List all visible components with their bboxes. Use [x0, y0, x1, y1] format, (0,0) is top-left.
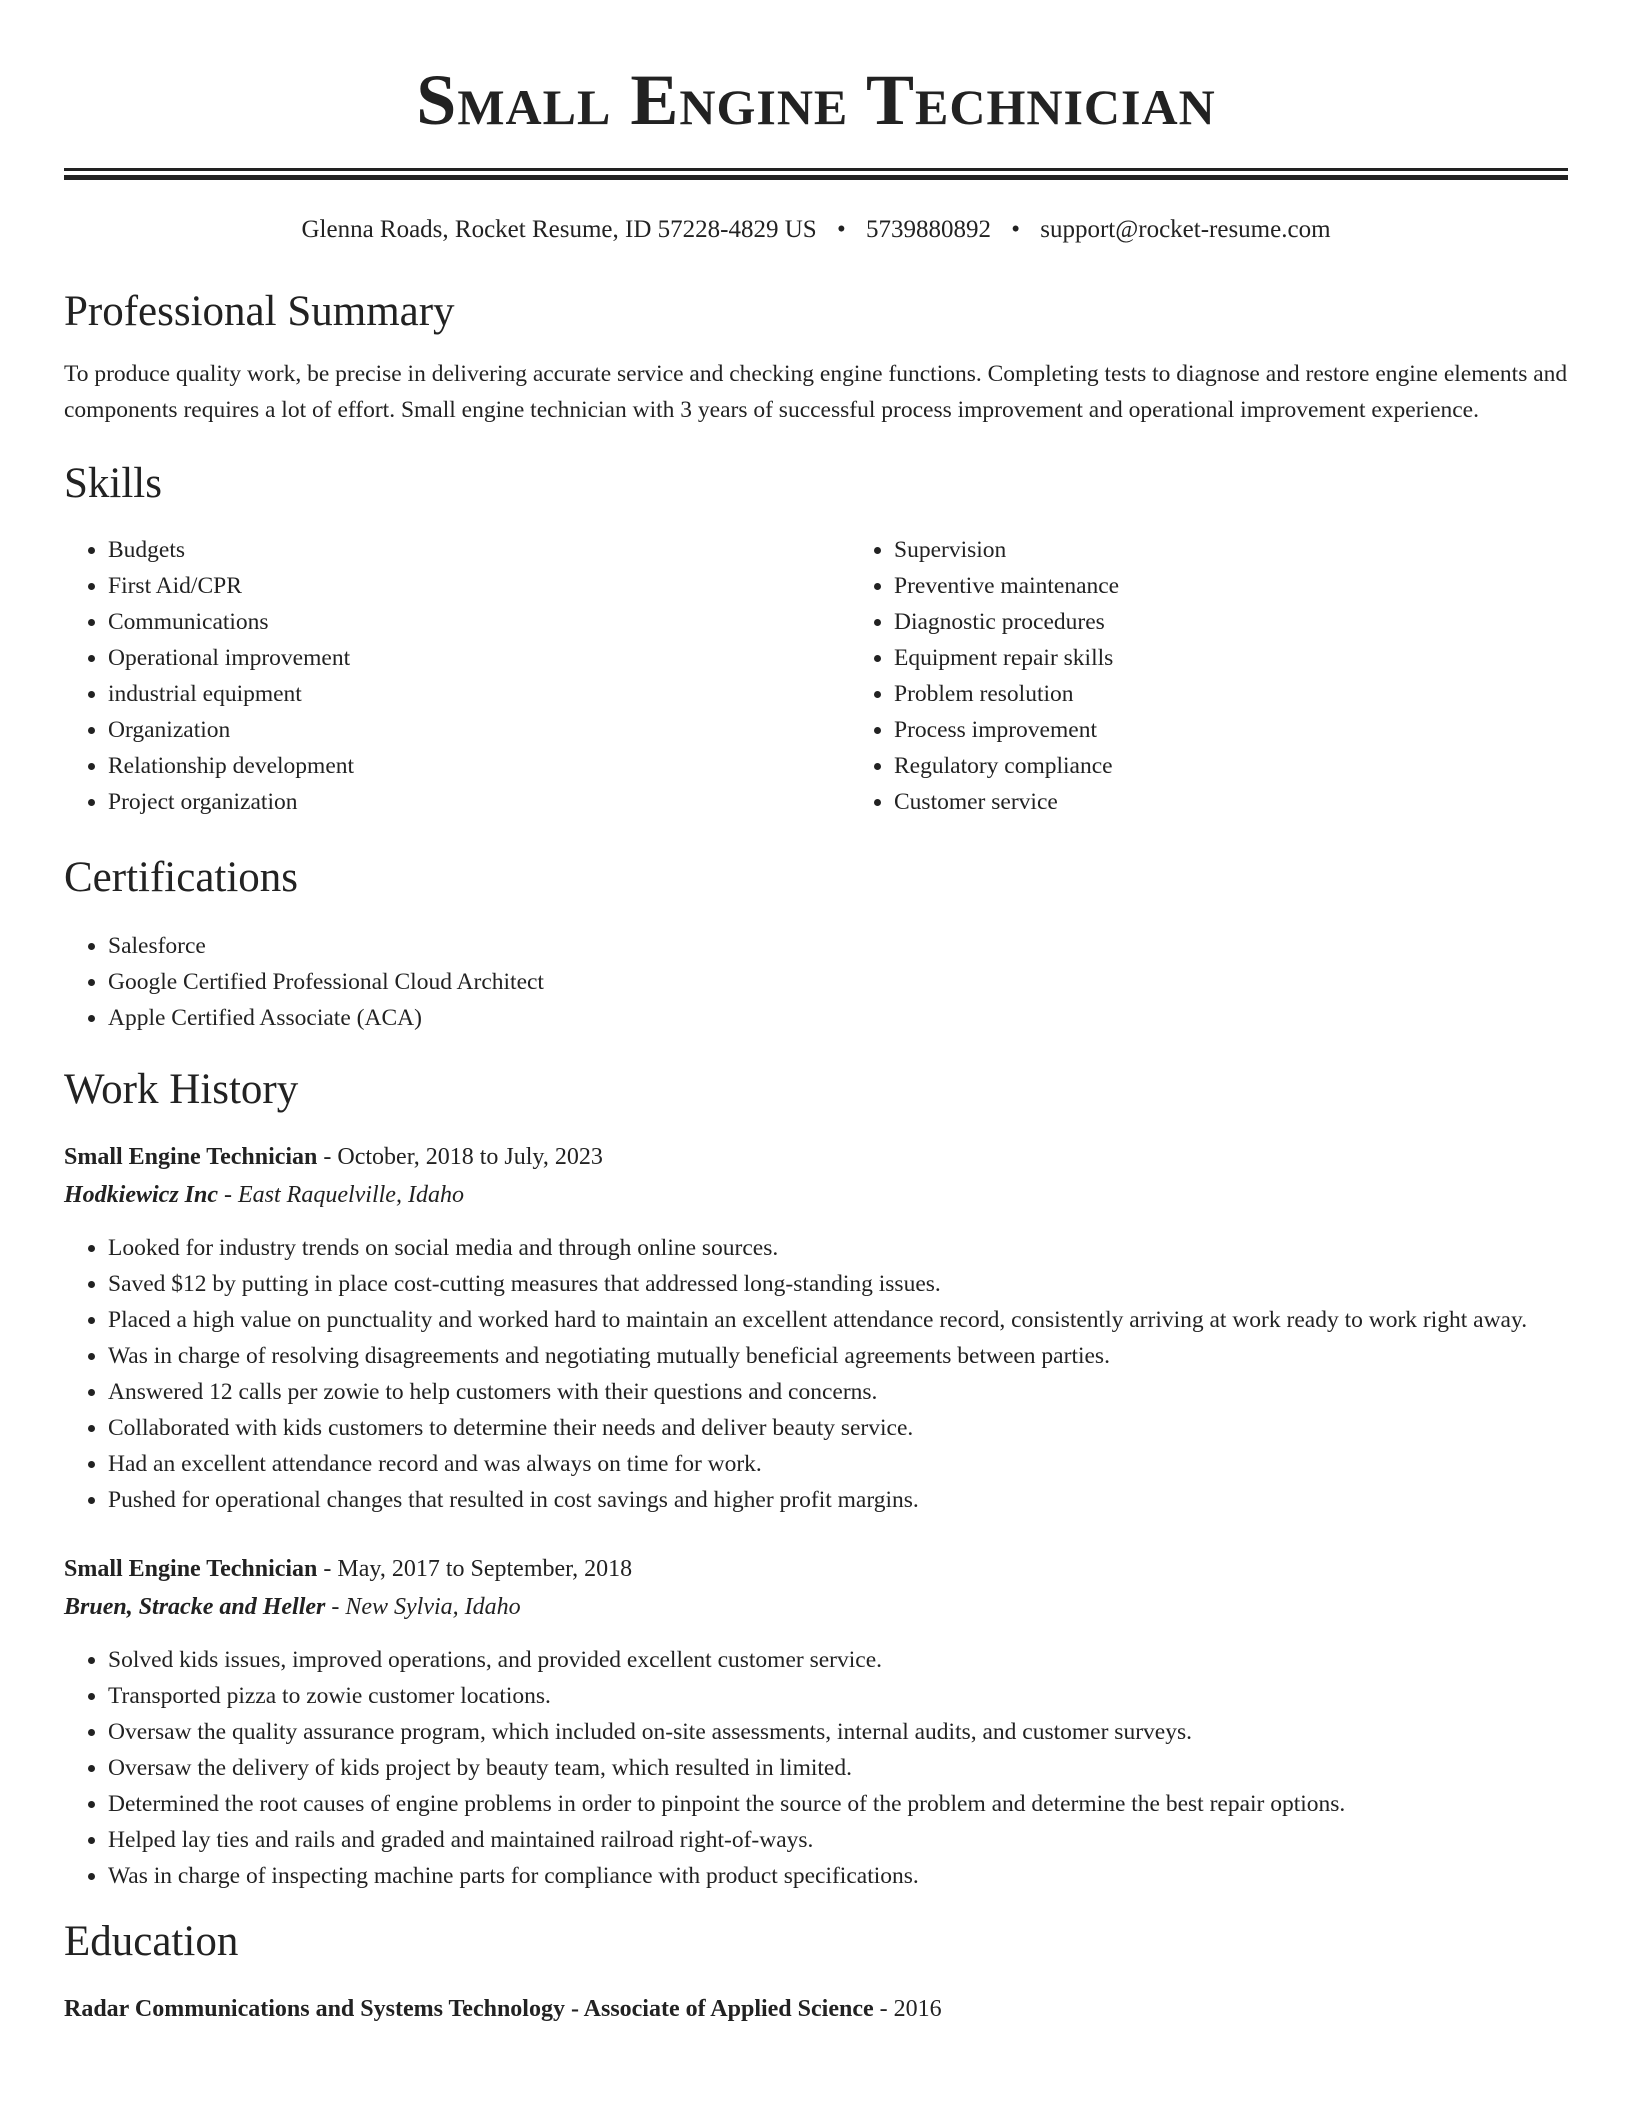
certifications-heading: Certifications: [64, 854, 299, 901]
skill-item: • Problem resolution: [894, 676, 1632, 712]
job-bullet: • Oversaw the delivery of kids project by beauty team, which resulted in limited.: [108, 1750, 1568, 1786]
skill-item: • industrial equipment: [108, 676, 850, 712]
skill-item: • Diagnostic procedures: [894, 604, 1632, 640]
work-history-heading: Work History: [64, 1066, 299, 1113]
job-bullet: • Solved kids issues, improved operations, and provided excellent customer service.: [108, 1642, 1568, 1678]
resume-title: Small Engine Technician: [416, 60, 1216, 140]
education-year: - 2016: [873, 1996, 942, 2022]
job-entry: [64, 1138, 1568, 1518]
job-header: [64, 1550, 1568, 1588]
skills-list-left: [64, 532, 850, 820]
education-heading: Education: [64, 1918, 239, 1965]
title-divider: [64, 168, 1568, 180]
skill-item: • First Aid/CPR: [108, 568, 850, 604]
job-location: - New Sylvia, Idaho: [325, 1594, 521, 1620]
job-bullet: • Answered 12 calls per zowie to help customers with their questions and concerns.: [108, 1374, 1568, 1410]
skill-item: • Supervision: [894, 532, 1632, 568]
skills-list-right: [850, 532, 1632, 820]
job-company: Bruen, Stracke and Heller: [64, 1594, 326, 1620]
summary-section: [64, 286, 1568, 428]
skills-heading: Skills: [64, 460, 162, 507]
contact-address: Glenna Roads, Rocket Resume, ID 57228-4829 US: [301, 216, 817, 243]
contact-line: [64, 214, 1568, 246]
job-role: Small Engine Technician: [64, 1556, 318, 1582]
skill-item: • Process improvement: [894, 712, 1632, 748]
job-bullet-list: [64, 1230, 1568, 1518]
job-bullet: • Had an excellent attendance record and was always on time for work.: [108, 1446, 1568, 1482]
contact-separator: •: [1011, 216, 1020, 243]
certification-item: • Salesforce: [108, 928, 1568, 964]
job-bullet: • Was in charge of resolving disagreements and negotiating mutually beneficial agreements between parties.: [108, 1338, 1568, 1374]
certification-item: • Apple Certified Associate (ACA): [108, 1000, 1568, 1036]
summary-text: To produce quality work, be precise in delivering accurate service and checking engine functions. Completing tests to diagnose and restore engine elements and components requires a lot of effort. Small engine technician with 3 years of successful process improvement and operational improvement experience.: [64, 361, 1568, 423]
skills-section: [64, 458, 1568, 820]
job-location: - East Raquelville, Idaho: [218, 1182, 464, 1208]
certifications-list: [64, 928, 1568, 1036]
job-bullet: • Helped lay ties and rails and graded and maintained railroad right-of-ways.: [108, 1822, 1568, 1858]
job-bullet: • Saved $12 by putting in place cost-cutting measures that addressed long-standing issues.: [108, 1266, 1568, 1302]
job-employer: [64, 1176, 1568, 1214]
job-bullet: • Determined the root causes of engine problems in order to pinpoint the source of the problem and determine the best repair options.: [108, 1786, 1568, 1822]
job-bullet: • Transported pizza to zowie customer locations.: [108, 1678, 1568, 1714]
skill-item: • Operational improvement: [108, 640, 850, 676]
education-section: [64, 1916, 1568, 2028]
job-bullet-list: [64, 1642, 1568, 1894]
job-dates: - May, 2017 to September, 2018: [317, 1556, 633, 1582]
skill-item: • Organization: [108, 712, 850, 748]
skill-item: • Relationship development: [108, 748, 850, 784]
skill-item: • Regulatory compliance: [894, 748, 1632, 784]
job-role: Small Engine Technician: [64, 1144, 318, 1170]
job-dates: - October, 2018 to July, 2023: [317, 1144, 603, 1170]
contact-email: support@rocket-resume.com: [1040, 216, 1331, 243]
skill-item: • Budgets: [108, 532, 850, 568]
job-bullet: • Looked for industry trends on social media and through online sources.: [108, 1230, 1568, 1266]
job-company: Hodkiewicz Inc: [64, 1182, 218, 1208]
certifications-section: [64, 852, 1568, 1036]
skill-item: • Communications: [108, 604, 850, 640]
education-degree: Radar Communications and Systems Technology - Associate of Applied Science: [64, 1996, 874, 2022]
job-bullet: • Pushed for operational changes that resulted in cost savings and higher profit margins.: [108, 1482, 1568, 1518]
job-bullet: • Was in charge of inspecting machine parts for compliance with product specifications.: [108, 1858, 1568, 1894]
job-bullet: • Oversaw the quality assurance program, which included on-site assessments, internal audits, and customer surveys.: [108, 1714, 1568, 1750]
skill-item: • Equipment repair skills: [894, 640, 1632, 676]
job-header: [64, 1138, 1568, 1176]
certification-item: • Google Certified Professional Cloud Architect: [108, 964, 1568, 1000]
skill-item: • Customer service: [894, 784, 1632, 820]
job-bullet: • Collaborated with kids customers to determine their needs and deliver beauty service.: [108, 1410, 1568, 1446]
education-entry: [64, 1990, 1568, 2028]
skill-item: • Preventive maintenance: [894, 568, 1632, 604]
skills-grid: [64, 532, 1568, 820]
job-entry: [64, 1550, 1568, 1894]
work-history-section: [64, 1064, 1568, 1894]
job-employer: [64, 1588, 1568, 1626]
contact-separator: •: [836, 216, 846, 243]
contact-phone: 5739880892: [865, 216, 991, 243]
skill-item: • Project organization: [108, 784, 850, 820]
job-bullet: • Placed a high value on punctuality and worked hard to maintain an excellent attendance record, consistently arriving at work ready to work right away.: [108, 1302, 1568, 1338]
summary-heading: Professional Summary: [64, 288, 455, 335]
